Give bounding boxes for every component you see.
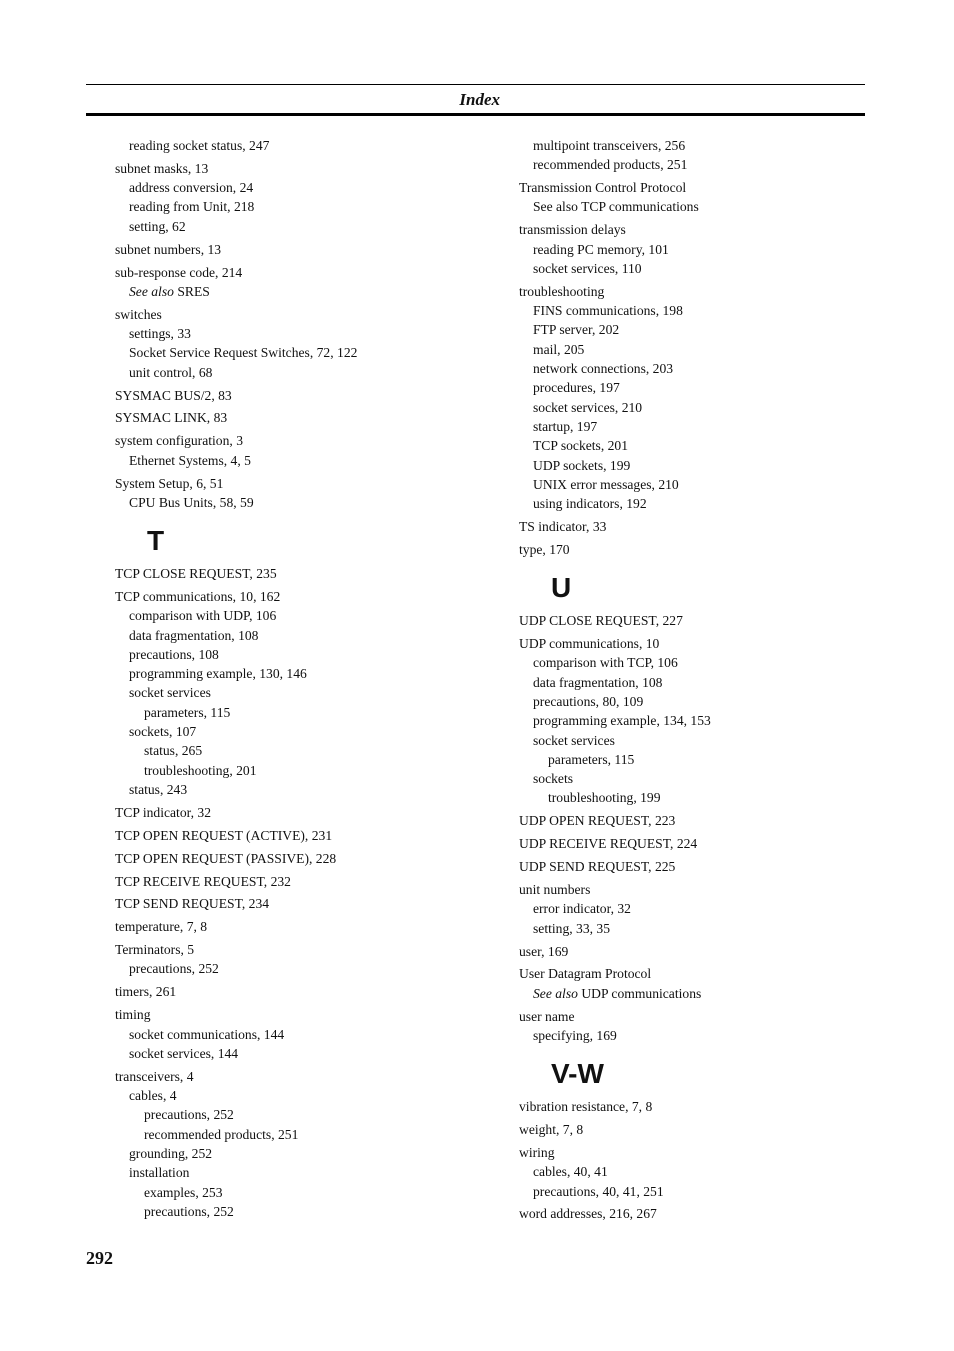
entry-text: subnet numbers, 13 [115,241,222,257]
index-term [519,880,889,899]
index-entry [115,408,485,427]
index-subterm [519,340,889,359]
entry-text: sub-response code, 214 [115,264,243,280]
entry-text: mail, 205 [533,341,585,357]
index-entry [115,1005,485,1063]
entry-text: UDP sockets, 199 [533,457,631,473]
index-term [115,1005,485,1024]
index-subterm [519,301,889,320]
entry-text: multipoint transceivers, 256 [533,138,686,153]
index-subterm [115,780,485,799]
index-subterm [115,606,485,625]
index-subterm [519,731,889,750]
entry-text: vibration resistance, 7, 8 [519,1099,653,1115]
index-subterm [519,1182,889,1201]
see-also-label: See also [533,985,578,1001]
entry-text: TS indicator, 33 [519,519,607,535]
index-subterm [115,722,485,741]
index-term [519,540,889,559]
entry-text: programming example, 134, 153 [533,713,711,729]
index-subterm [519,398,889,417]
index-term [115,408,485,427]
index-subterm [115,343,485,362]
index-term [115,431,485,450]
index-subterm [115,363,485,382]
index-subterm [115,1144,485,1163]
entry-text: Ethernet Systems, 4, 5 [129,452,251,468]
entry-text: transceivers, 4 [115,1068,194,1084]
index-term [519,1097,889,1116]
index-term [519,178,889,197]
entry-text: unit numbers [519,882,591,898]
index-subterm [115,217,485,236]
index-term [519,857,889,876]
index-term [115,587,485,606]
entry-text: programming example, 130, 146 [129,666,307,682]
entry-text: comparison with UDP, 106 [129,608,277,624]
index-subterm [115,645,485,664]
entry-text: SYSMAC BUS/2, 83 [115,387,232,403]
entry-text: UDP RECEIVE REQUEST, 224 [519,836,698,852]
index-subterm [519,417,889,436]
entry-text: setting, 62 [129,218,186,234]
index-term [115,474,485,493]
entry-text: socket communications, 144 [129,1026,285,1042]
entry-text: temperature, 7, 8 [115,919,208,935]
index-subterm [115,626,485,645]
index-subterm [115,683,485,702]
index-entry [519,811,889,830]
index-entry [519,517,889,536]
entry-text: precautions, 252 [129,961,219,977]
index-entry [519,1204,889,1223]
index-subterm [115,1044,485,1063]
entry-text: network connections, 203 [533,361,674,377]
entry-text: precautions, 108 [129,646,219,662]
entry-text: type, 170 [519,541,570,557]
index-entry [115,474,485,513]
entry-text: data fragmentation, 108 [533,674,663,690]
entry-text: recommended products, 251 [533,157,688,173]
index-term [519,282,889,301]
index-term [519,611,889,630]
entry-text: socket services, 210 [533,399,643,415]
index-term [519,1007,889,1026]
entry-text: socket services, 110 [533,260,642,276]
entry-text: data fragmentation, 108 [129,627,259,643]
entry-text: TCP communications, 10, 162 [115,588,281,604]
index-subterm [519,436,889,455]
index-entry [115,894,485,913]
entry-text: TCP indicator, 32 [115,804,211,820]
index-subterm [115,451,485,470]
entry-text: system configuration, 3 [115,433,243,449]
index-subterm [519,197,889,216]
index-subterm [519,240,889,259]
index-subterm [115,741,485,760]
entry-text: setting, 33, 35 [533,920,611,936]
entry-text: TCP sockets, 201 [533,438,629,454]
index-entry [115,982,485,1001]
index-entry [519,880,889,938]
index-subterm [519,750,889,769]
index-term [115,982,485,1001]
index-term [115,894,485,913]
index-subterm [519,788,889,807]
index-subterm [115,959,485,978]
entry-text: See also TCP communications [533,199,699,215]
entry-text: FTP server, 202 [533,322,620,338]
index-entry [115,263,485,302]
entry-text: UNIX error messages, 210 [533,476,679,492]
entry-text: troubleshooting [519,283,605,299]
see-also-label: See also [129,283,174,299]
index-term [115,564,485,583]
index-subterm [115,1163,485,1182]
index-entry [115,849,485,868]
entry-text: examples, 253 [144,1184,223,1200]
index-term [519,964,889,983]
entry-text: TCP OPEN REQUEST (PASSIVE), 228 [115,850,337,866]
index-entry [519,1120,889,1139]
index-subterm [519,692,889,711]
index-subterm [115,1125,485,1144]
index-entry [115,1067,485,1221]
entry-text: TCP OPEN REQUEST (ACTIVE), 231 [115,827,333,843]
index-subterm [115,761,485,780]
index-entry [519,220,889,278]
index-subterm [519,899,889,918]
index-term [115,305,485,324]
entry-text: reading from Unit, 218 [129,199,255,215]
index-entry [115,136,485,155]
entry-text: parameters, 115 [144,704,231,720]
index-subterm [519,494,889,513]
index-term [115,917,485,936]
entry-text: status, 265 [144,743,203,759]
entry-text: timing [115,1007,151,1023]
entry-text: Terminators, 5 [115,942,195,958]
header-rule-top [86,84,865,85]
page-number: 292 [86,1248,113,1268]
entry-text: socket services [129,685,211,701]
index-term [519,811,889,830]
index-entry [519,1097,889,1116]
index-subterm [115,1202,485,1221]
index-subterm [519,919,889,938]
entry-text: grounding, 252 [129,1145,213,1161]
index-term [115,872,485,891]
entry-text: System Setup, 6, 51 [115,475,224,491]
index-subterm [519,984,889,1003]
index-subterm [115,493,485,512]
entry-text: socket services [533,732,615,748]
index-entry [519,834,889,853]
index-entry [519,178,889,217]
entry-text: TCP RECEIVE REQUEST, 232 [115,873,291,889]
entry-text: UDP communications, 10 [519,636,660,652]
index-term [519,1143,889,1162]
index-subterm [519,456,889,475]
index-term [115,803,485,822]
index-term [519,517,889,536]
entry-text: using indicators, 192 [533,496,647,512]
entry-text: unit control, 68 [129,364,213,380]
entry-text: switches [115,306,162,322]
entry-text: address conversion, 24 [129,180,254,196]
index-subterm [115,197,485,216]
index-subterm [115,1105,485,1124]
entry-text: cables, 40, 41 [533,1164,608,1180]
section-letter: V-W [551,1058,604,1090]
index-subterm [115,178,485,197]
entry-text: status, 243 [129,781,188,797]
entry-text: sockets [533,771,574,787]
index-subterm [115,664,485,683]
index-term [519,1120,889,1139]
entry-text: reading socket status, 247 [129,138,270,153]
entry-text: User Datagram Protocol [519,966,652,982]
entry-text: procedures, 197 [533,380,620,396]
index-subterm [115,1183,485,1202]
index-subterm [519,259,889,278]
index-term [115,263,485,282]
entry-text: startup, 197 [533,418,598,434]
entry-text: troubleshooting, 201 [144,762,257,778]
index-subterm [519,475,889,494]
section-letter: U [551,572,572,604]
entry-text: precautions, 40, 41, 251 [533,1183,664,1199]
index-entry [115,431,485,470]
index-entry [115,940,485,979]
index-subterm [519,320,889,339]
index-subterm [519,673,889,692]
index-entry [519,136,889,175]
entry-text: TCP SEND REQUEST, 234 [115,896,270,912]
entry-text: Transmission Control Protocol [519,180,687,196]
index-entry [519,634,889,808]
entry-text: word addresses, 216, 267 [519,1206,657,1222]
section-letter: T [147,525,165,557]
index-column-left [115,136,485,1221]
entry-text: precautions, 252 [144,1107,234,1123]
index-subterm [115,1025,485,1044]
index-subterm [519,155,889,174]
entry-text: precautions, 252 [144,1203,234,1219]
entry-text: transmission delays [519,222,626,238]
entry-text: comparison with TCP, 106 [533,655,678,671]
entry-text: UDP SEND REQUEST, 225 [519,859,676,875]
index-entry [115,305,485,382]
index-entry [519,964,889,1003]
index-entry [115,803,485,822]
index-term [519,220,889,239]
index-entry [115,159,485,236]
entry-text: weight, 7, 8 [519,1122,584,1138]
index-entry [519,1007,889,1046]
index-subterm [519,136,889,155]
entry-text: SRES [173,283,210,299]
entry-text: parameters, 115 [548,751,635,767]
entry-text: settings, 33 [129,326,191,342]
entry-text: UDP OPEN REQUEST, 223 [519,813,676,829]
index-term [519,834,889,853]
entry-text: precautions, 80, 109 [533,693,644,709]
index-entry [519,1143,889,1201]
index-subterm [115,282,485,301]
entry-text: recommended products, 251 [144,1126,299,1142]
index-column-right [519,136,889,1224]
entry-text: user, 169 [519,943,569,959]
index-term [519,942,889,961]
entry-text: cables, 4 [129,1088,177,1104]
index-entry [115,826,485,845]
entry-text: specifying, 169 [533,1027,617,1043]
entry-text: Socket Service Request Switches, 72, 122 [129,345,358,361]
entry-text: error indicator, 32 [533,901,631,917]
entry-text: SYSMAC LINK, 83 [115,410,228,426]
index-term [115,240,485,259]
index-subterm [519,1026,889,1045]
entry-text: installation [129,1165,190,1181]
index-subterm [115,136,485,155]
index-subterm [519,769,889,788]
entry-text: user name [519,1008,575,1024]
index-entry [115,587,485,799]
index-subterm [519,359,889,378]
page-title: Index [459,90,500,109]
index-entry [115,240,485,259]
index-entry [519,942,889,961]
index-subterm [519,653,889,672]
index-term [115,1067,485,1086]
entry-text: subnet masks, 13 [115,160,209,176]
index-entry [115,872,485,891]
entry-text: UDP CLOSE REQUEST, 227 [519,613,683,629]
index-subterm [115,703,485,722]
header-rule-bottom [86,113,865,116]
entry-text: timers, 261 [115,984,177,1000]
index-entry [115,386,485,405]
index-subterm [115,1086,485,1105]
entry-text: FINS communications, 198 [533,303,683,319]
index-term [519,634,889,653]
index-subterm [519,378,889,397]
index-term [115,940,485,959]
index-entry [519,857,889,876]
entry-text: CPU Bus Units, 58, 59 [129,494,254,510]
entry-text: wiring [519,1144,555,1160]
index-entry [115,564,485,583]
index-subterm [519,711,889,730]
index-term [115,386,485,405]
index-entry [519,540,889,559]
entry-text: socket services, 144 [129,1045,239,1061]
entry-text: TCP CLOSE REQUEST, 235 [115,566,277,582]
index-entry [115,917,485,936]
index-entry [519,282,889,514]
entry-text: reading PC memory, 101 [533,241,669,257]
index-entry [519,611,889,630]
index-term [115,849,485,868]
index-term [115,826,485,845]
index-term [519,1204,889,1223]
entry-text: UDP communications [577,985,702,1001]
entry-text: sockets, 107 [129,724,197,740]
entry-text: troubleshooting, 199 [548,790,661,806]
index-subterm [115,324,485,343]
index-subterm [519,1162,889,1181]
index-term [115,159,485,178]
